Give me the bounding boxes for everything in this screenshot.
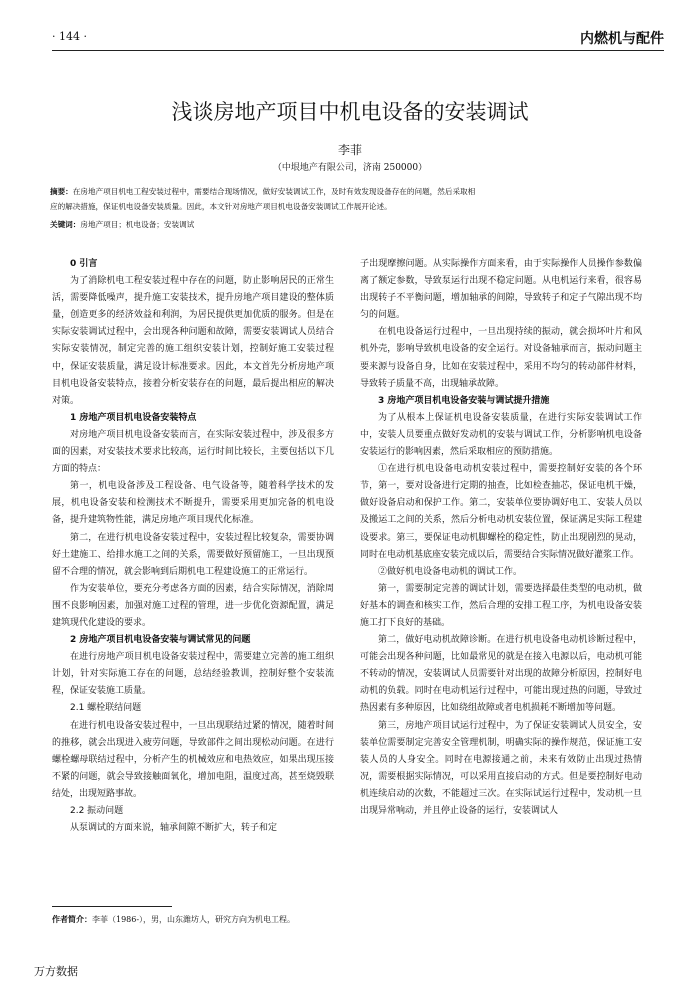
footnote-text: 李菲（1986-），男，山东潍坊人，研究方向为机电工程。: [92, 915, 296, 924]
footnote-divider: [52, 906, 172, 907]
section-heading-2: 2 房地产项目机电设备安装与调试常见的问题: [70, 635, 251, 646]
paragraph: ①在进行机电设备电动机安装过程中，需要控制好安装的各个环节，第一，要对设备进行定期的抽查，比如检查抽芯，保证电机干燥，做好设备启动和保护工作。第二，安装单位要协调好电工、安装人员以及搬运工之间的关系，然后分析电动机安装位置，保证满足实际工程建设要求。第三，要保证电动机脚螺栓的稳定性，防止出现剧烈的晃动，同时在电动机基底座安装完成以后，需要结合实际情况做好灌浆工作。: [360, 464, 642, 560]
paragraph: 子出现摩擦问题。从实际操作方面来看，由于实际操作人员操作参数偏离了额定参数，导致泵运行出现不稳定问题。从电机运行来看，很容易出现转子不平衡问题，增加轴承的间隙，导致转子和定子气隙出现不均匀的问题。: [360, 259, 642, 321]
footnote-label: 作者简介：: [52, 915, 92, 924]
paragraph: 为了从根本上保证机电设备安装质量，在进行实际安装调试工作中，安装人员要重点做好发动机的安装与调试工作，分析影响机电设备安装运行的影响因素，然后采取相应的预防措施。: [360, 412, 642, 458]
paragraph: 第一，需要制定完善的调试计划，需要选择最佳类型的电动机，做好基本的调查和核实工作，然后合理的安排工程工序，为机电设备安装施工打下良好的基础。: [360, 583, 642, 628]
paragraph: 第二，做好电动机故障诊断。在进行机电设备电动机诊断过程中，可能会出现各种问题，比如最常见的就是在接入电源以后，电动机可能不转动的情况，安装调试人员需要针对出现的故障分析原因，控制好电动机的负载。同时在电动机运行过程中，可能出现过热的问题，导致过热因素有多种原因，比如绕组故障或者电机损耗不断增加等问题。: [360, 635, 642, 714]
subsection-heading-2-1: 2.1 螺栓联结问题: [70, 703, 142, 714]
article-title: 浅谈房地产项目中机电设备的安装调试: [171, 100, 529, 124]
author-name: 李菲: [337, 143, 362, 157]
abstract-text-2: 应的解决措施，保证机电设备安装质量。因此，本文针对房地产项目机电设备安装调试工作展开论述。: [50, 202, 392, 211]
paragraph: 第三，房地产项目试运行过程中，为了保证安装调试人员安全，安装单位需要制定完善安全管理机制，明确实际的操作规范，保证施工安装人员的人身安全。同时在电源接通之前，未来有效防止出现过热情况，需要根据实际情况，可以采用直接启动的方式。但是要控制好电动机连续启动的次数，不能超过三次。在实际试运行过程中，发动机一旦出现异常响动，并且停止设备的运行，安装调试人: [360, 720, 642, 816]
page-number: · 144 ·: [52, 30, 87, 43]
left-column: [52, 256, 334, 837]
paragraph: ②做好机电设备电动机的调试工作。: [378, 566, 523, 577]
watermark: 万方数据: [34, 965, 78, 978]
paragraph: 从泵调试的方面来说，轴承间隙不断扩大，转子和定: [70, 823, 278, 834]
keywords-text: 房地产项目；机电设备；安装调试: [80, 220, 195, 229]
section-heading-intro: 0 引言: [70, 259, 98, 269]
abstract-line-1: [50, 184, 650, 199]
abstract-text-1: 在房地产项目机电工程安装过程中，需要结合现场情况，做好安装调试工作，及时有效发现设备存在的问题，然后采取相: [72, 187, 476, 196]
keywords-label: 关键词：: [50, 220, 81, 229]
paragraph: 在进行房地产项目机电设备安装过程中，需要建立完善的施工组织计划，针对实际施工存在的问题，总结经验教训，控制好整个安装流程，保证安装施工质量。: [52, 652, 334, 697]
journal-name: 内燃机与配件: [580, 31, 664, 47]
paragraph: 在进行机电设备安装过程中，一旦出现联结过紧的情况，随着时间的推移，就会出现进入疲劳问题，导致部件之间出现松动问题。在进行螺栓螺母联结过程中，分析产生的机械效应和电热效应，如果出现压接不紧的问题，就会导致接触面氧化，增加电阻，温度过高，甚至烧毁联结处，出现短路事故。: [52, 720, 334, 799]
paragraph: 为了消除机电工程安装过程中存在的问题，防止影响居民的正常生活，需要降低噪声，提升施工安装技术，提升房地产项目建设的整体质量，创造更多的经济效益和利润，为居民提供更加优质的服务。但是在实际安装调试过程中，会出现各种问题和故障，需要安装调试人员结合实际安装情况，制定完善的施工组织安装计划，控制好施工安装过程中，保证安装质量，满足设计标准要求。因此，本文首先分析房地产项目机电设备安装特点，接着分析安装存在的问题，最后提出相应的解决对策。: [52, 276, 334, 406]
subsection-heading-2-2: 2.2 振动问题: [70, 806, 124, 816]
page-header: [52, 28, 664, 51]
right-column: [360, 256, 642, 820]
section-heading-3: 3 房地产项目机电设备安装与调试提升措施: [378, 395, 550, 406]
paragraph: 第二，在进行机电设备安装过程中，安装过程比较复杂，需要协调好土建施工、给排水施工之间的关系，需要做好预留施工，一旦出现预留不合理的情况，就会影响到后期机电工程建设施工的正常运行。: [52, 532, 334, 577]
author-affiliation: （中垠地产有限公司，济南 250000）: [272, 163, 428, 173]
abstract: [50, 184, 650, 214]
paragraph: 对房地产项目机电设备安装而言，在实际安装过程中，涉及很多方面的因素，对安装技术要求比较高，运行时间比较长，主要包括以下几方面的特点：: [52, 429, 334, 475]
section-heading-1: 1 房地产项目机电设备安装特点: [70, 412, 197, 423]
paragraph: 第一，机电设备涉及工程设备、电气设备等，随着科学技术的发展，机电设备安装和检测技术不断提升，需要采用更加完备的机电设备，提升建筑物性能，满足房地产项目现代化标准。: [52, 481, 334, 526]
keywords: [50, 219, 650, 230]
abstract-label: 摘要：: [50, 187, 73, 196]
paragraph: 作为安装单位，要充分考虑各方面的因素，结合实际情况，消除周围不良影响因素，加强对施工过程的管理，进一步优化资源配置，满足建筑现代化建设的要求。: [52, 583, 334, 628]
paragraph: 在机电设备运行过程中，一旦出现持续的振动，就会损坏叶片和风机外壳，影响导致机电设备的安全运行。对设备轴承而言，振动问题主要来源与设备自身，比如在安装过程中，采用不均匀的转动部件材料，导致转子质量不高，出现轴承故障。: [360, 327, 642, 389]
author-footnote: [52, 914, 295, 925]
